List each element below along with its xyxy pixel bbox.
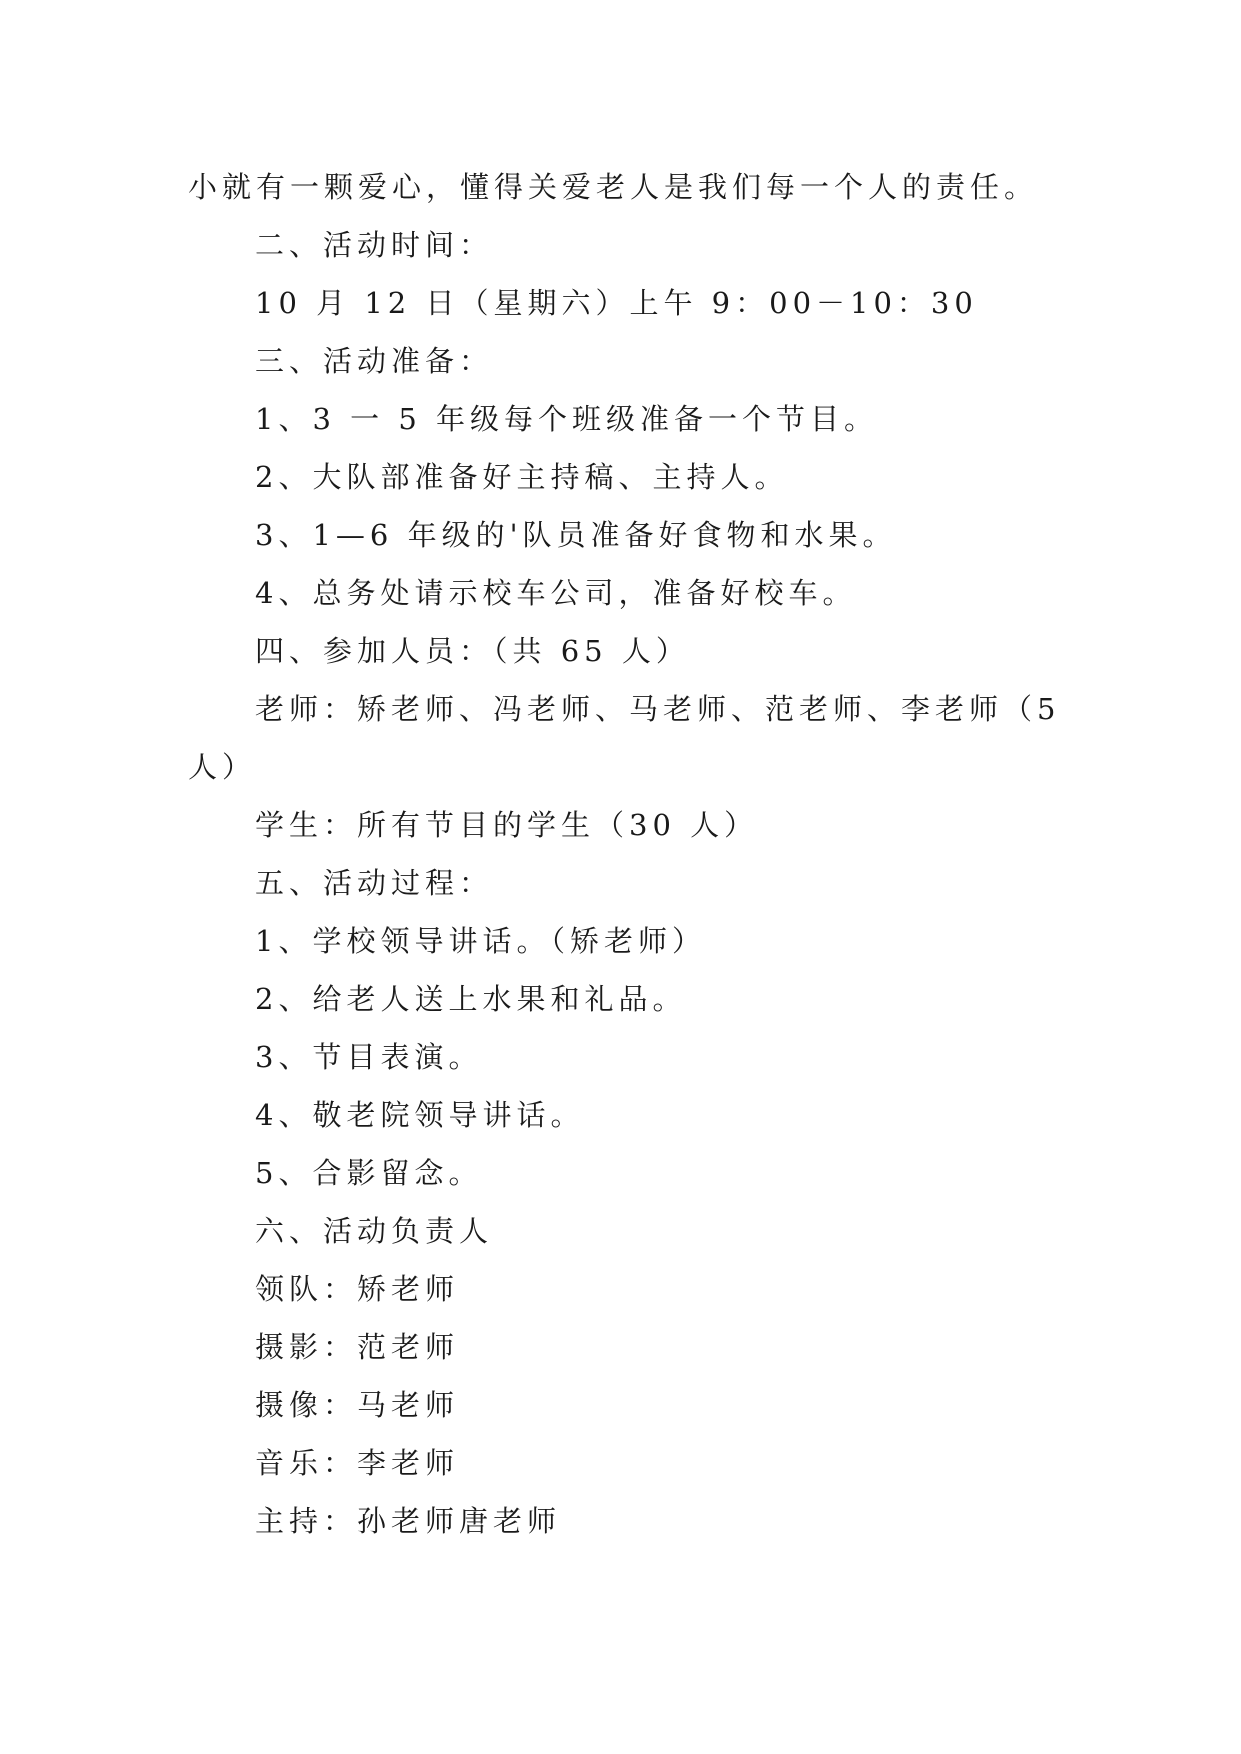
process-item: 5、合影留念。: [255, 1156, 483, 1190]
section-heading-time: 二、活动时间：: [255, 228, 494, 262]
prep-item: 2、大队部准备好主持稿、主持人。: [255, 460, 789, 494]
students-list: 学生：所有节目的学生（30 人）: [255, 808, 759, 842]
leader-item: 主持：孙老师唐老师: [255, 1504, 562, 1538]
section-heading-people: 四、参加人员：（共 65 人）: [255, 634, 690, 668]
section-heading-prep: 三、活动准备：: [255, 344, 494, 378]
activity-time: 10 月 12 日（星期六）上午 9：00－10：30: [255, 286, 978, 320]
leader-item: 摄像：马老师: [255, 1388, 460, 1422]
section-heading-leaders: 六、活动负责人: [255, 1214, 494, 1248]
leader-item: 领队：矫老师: [255, 1272, 460, 1306]
leader-item: 摄影：范老师: [255, 1330, 460, 1364]
section-heading-process: 五、活动过程：: [255, 866, 494, 900]
paragraph-continuation: 小就有一颗爱心，懂得关爱老人是我们每一个人的责任。: [188, 170, 1039, 204]
teachers-list-wrap: 人）: [188, 750, 257, 784]
process-item: 4、敬老院领导讲话。: [255, 1098, 585, 1132]
process-item: 1、学校领导讲话。（矫老师）: [255, 924, 706, 958]
leader-item: 音乐：李老师: [255, 1446, 460, 1480]
prep-item: 3、1—6 年级的'队员准备好食物和水果。: [255, 518, 897, 552]
teachers-list: 老师：矫老师、冯老师、马老师、范老师、李老师（5: [255, 692, 1061, 726]
prep-item: 1、3 一 5 年级每个班级准备一个节目。: [255, 402, 879, 436]
process-item: 3、节目表演。: [255, 1040, 483, 1074]
prep-item: 4、总务处请示校车公司，准备好校车。: [255, 576, 857, 610]
process-item: 2、给老人送上水果和礼品。: [255, 982, 687, 1016]
